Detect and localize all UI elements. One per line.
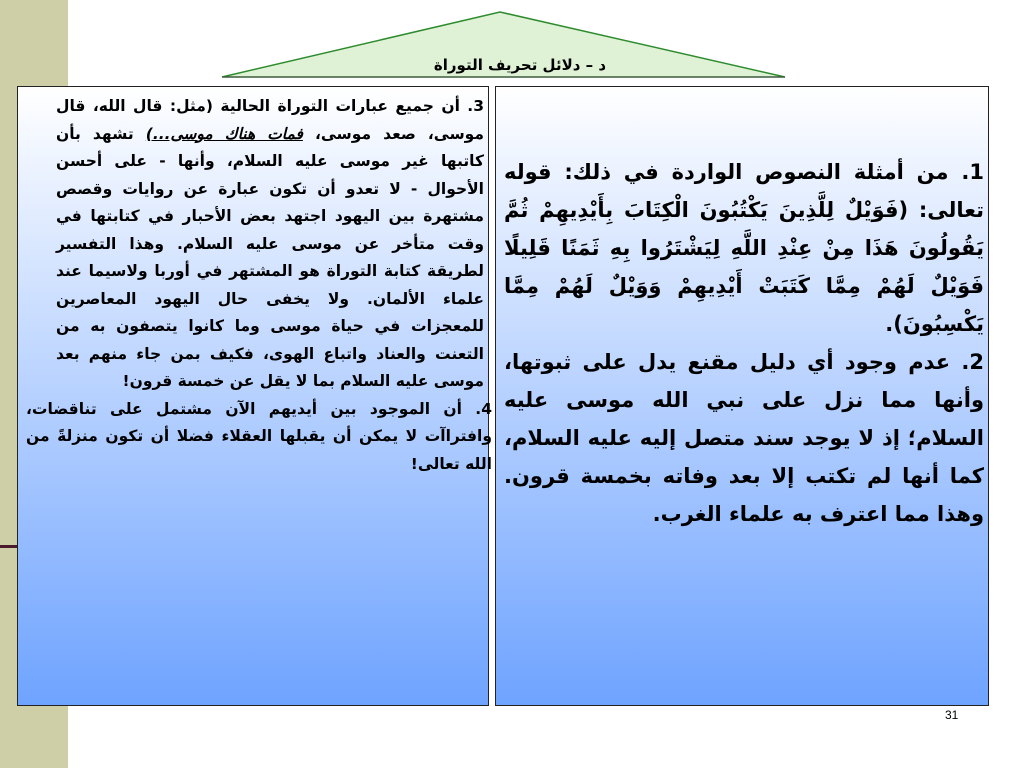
item-3-emphasis: فمات هناك موسى...)	[145, 124, 303, 143]
slide-title: د – دلائل تحريف التوراة	[433, 56, 607, 74]
item-3-text-a: 3. أن جميع عبارات التوراة الحالية (مثل: قال الله، قال موسى، صعد موسى،	[56, 97, 484, 143]
item-3-text-b: تشهد بأن كاتبها غير موسى عليه السلام، وأنها - على أحسن الأحوال - لا تعدو أن تكون عبارة عن روايات وقصص مشتهرة بين اليهود اجتهد بعض الأحبار في كتابتها في وقت متأخر عن موسى عليه السلام. وهذا التفسير لطريقة كتابة التوراة هو المشتهر في أوربا ولاسيما عند علماء الألمان. ولا يخفى حال اليهود المعاصرين للمعجزات في حياة موسى وما كانوا يتصفون به من التعنت والعناد واتباع الهوى، فكيف بمن جاء منهم بعد موسى عليه السلام بما لا يقل عن خمسة قرون!	[56, 124, 484, 390]
left-content-box	[17, 86, 492, 706]
page-number: 31	[945, 708, 959, 722]
item-1-paragraph: 1. من أمثلة النصوص الواردة في ذلك: قوله تعالى: (فَوَيْلٌ لِلَّذِينَ يَكْتُبُونَ الْكِتَابَ بِأَيْدِيهِمْ ثُمَّ يَقُولُونَ هَذَا مِنْ عِنْدِ اللَّهِ لِيَشْتَرُوا بِهِ ثَمَنًا قَلِيلًا فَوَيْلٌ لَهُمْ مِمَّا كَتَبَتْ أَيْدِيهِمْ وَوَيْلٌ لَهُمْ مِمَّا يَكْسِبُونَ).	[504, 160, 984, 336]
title-roof-shape	[0, 0, 1024, 90]
right-content-box	[495, 86, 989, 706]
left-content-text	[26, 93, 492, 693]
item-4-paragraph: 4. أن الموجود بين أيديهم الآن مشتمل على تناقضات، وافتراآت لا يمكن أن يقبلها العقلاء فضلا أن تكون منزلةً من الله تعالى!	[26, 399, 492, 473]
item-3-paragraph	[26, 93, 492, 396]
item-2-paragraph: 2. عدم وجود أي دليل مقنع يدل على ثبوتها، وأنها مما نزل على نبي الله موسى عليه السلام؛ إذ لا يوجد سند متصل إليه عليه السلام، كما أنها لم تكتب إلا بعد وفاته بخمسة قرون. وهذا مما اعترف به علماء الغرب.	[504, 350, 984, 526]
right-content-text	[504, 153, 984, 533]
